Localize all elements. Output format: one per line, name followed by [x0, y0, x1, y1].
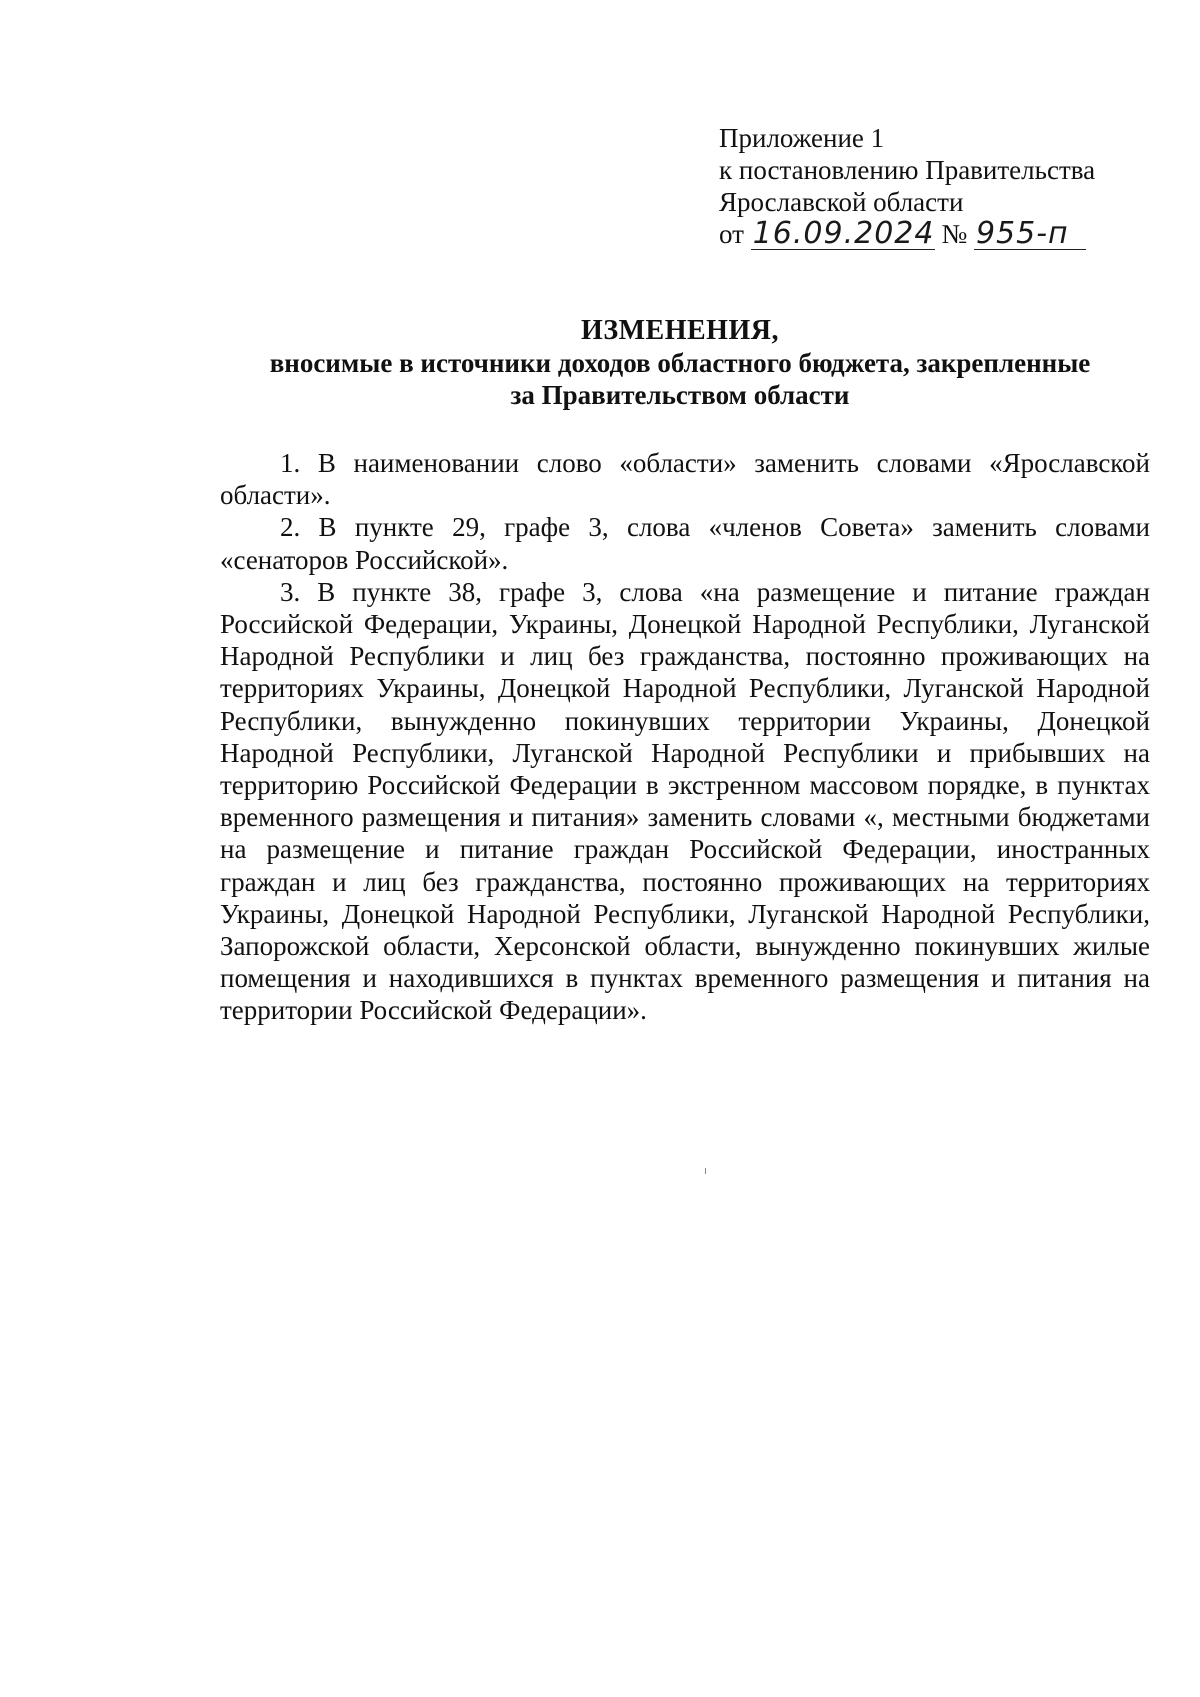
document-subtitle-line-2: за Правительством области	[510, 380, 850, 410]
attachment-label: Приложение 1	[719, 123, 885, 153]
document-subtitle-line-1: вносимые в источники доходов областного бюджета, закрепленные	[269, 348, 1091, 378]
attachment-date-number-line	[719, 218, 1159, 250]
amendment-item-2: 2. В пункте 29, графе 3, слова «членов Совета» заменить словами «сенаторов Российской».	[220, 512, 1150, 575]
attachment-region-line: Ярославской области	[719, 187, 964, 217]
attachment-resolution-line: к постановлению Правительства	[719, 155, 1096, 185]
amendment-item-1: 1. В наименовании слово «области» заменить словами «Ярославской области».	[220, 448, 1150, 511]
handwritten-number: 955-п	[974, 219, 1086, 250]
document-heading	[200, 315, 1160, 411]
attachment-block	[719, 122, 1159, 250]
number-prefix: №	[941, 219, 968, 249]
handwritten-date: 16.09.2024	[752, 216, 935, 251]
date-prefix: от	[719, 219, 744, 249]
document-body	[220, 447, 1150, 1027]
scan-artifact-mark	[705, 1168, 706, 1174]
document-title: ИЗМЕНЕНИЯ,	[581, 315, 779, 346]
amendment-item-3: 3. В пункте 38, графе 3, слова «на размещение и питание граждан Российской Федерации, Украины, Донецкой Народной Республики, Луганской Народной Республики и лиц без гражданства, постоянно проживающих на территориях Украины, Донецкой Народной Республики, Луганской Народной Республики, вынужденно покинувших территории Украины, Донецкой Народной Республики, Луганской Народной Республики и прибывших на территорию Российской Федерации в экстренном массовом порядке, в пунктах временного размещения и питания» заменить словами «, местными бюджетами на размещение и питание граждан Российской Федерации, иностранных граждан и лиц без гражданства, постоянно проживающих на территориях Украины, Донецкой Народной Республики, Луганской Народной Республики, Запорожской области, Херсонской области, вынужденно покинувших жилые помещения и находившихся в пунктах временного размещения и питания на территории Российской Федерации».	[220, 576, 1150, 1026]
